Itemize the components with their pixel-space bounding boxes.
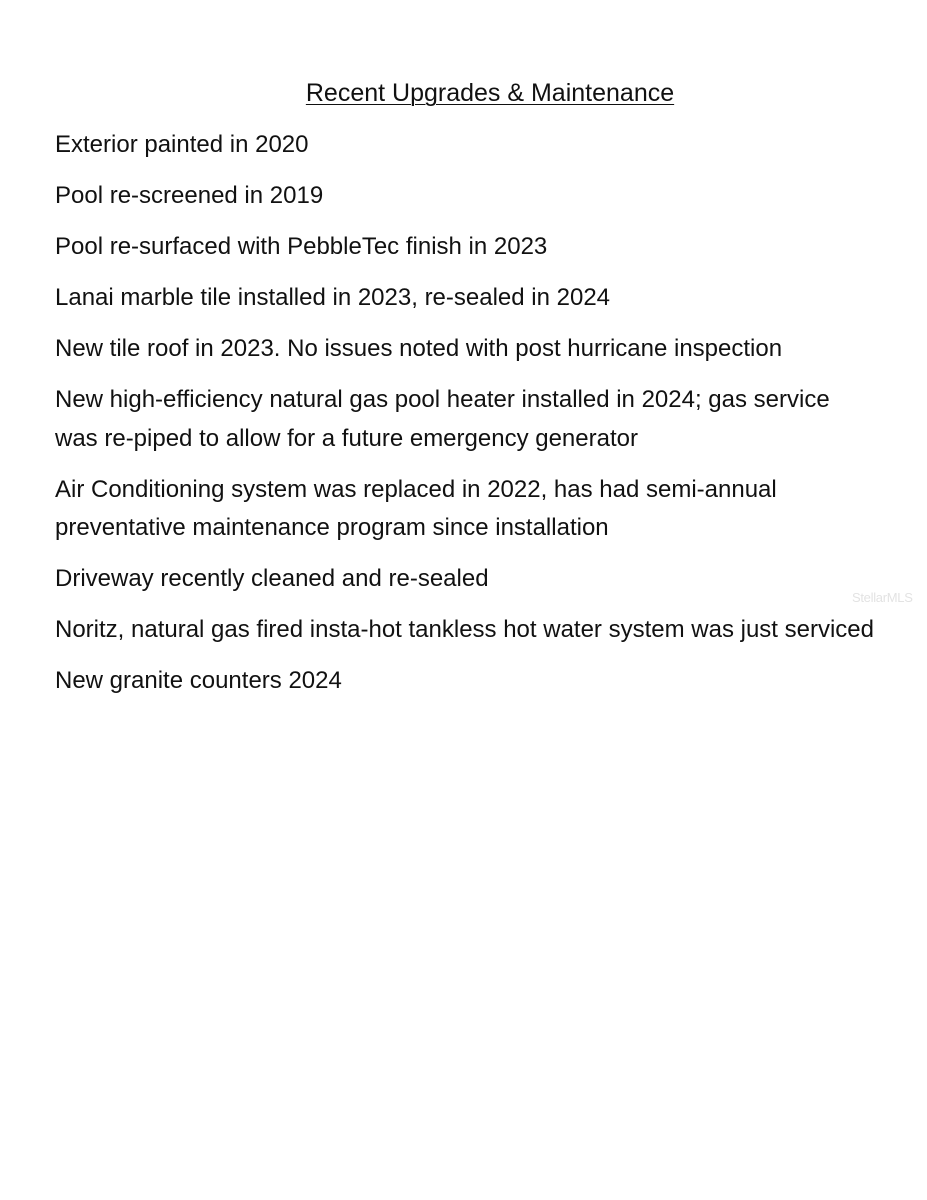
list-item: Exterior painted in 2020 [55, 131, 309, 158]
list-item: Noritz, natural gas fired insta-hot tankless hot water system was just serviced [55, 616, 874, 643]
watermark-logo: StellarMLS [852, 590, 913, 605]
list-item: Driveway recently cleaned and re-sealed [55, 565, 489, 592]
upgrades-list [55, 126, 875, 713]
list-item: New granite counters 2024 [55, 667, 342, 694]
list-item: Pool re-screened in 2019 [55, 182, 324, 209]
list-item: New high-efficiency natural gas pool heater installed in 2024; gas service was re-piped to allow for a future emergency generator [55, 386, 830, 452]
list-item: Lanai marble tile installed in 2023, re-sealed in 2024 [55, 284, 611, 311]
list-item: Pool re-surfaced with PebbleTec finish in 2023 [55, 233, 548, 260]
page-title: Recent Upgrades & Maintenance [305, 79, 675, 107]
list-item: New tile roof in 2023. No issues noted with post hurricane inspection [55, 335, 783, 362]
list-item: Air Conditioning system was replaced in 2022, has had semi-annual preventative maintenance program since installation [55, 475, 777, 541]
